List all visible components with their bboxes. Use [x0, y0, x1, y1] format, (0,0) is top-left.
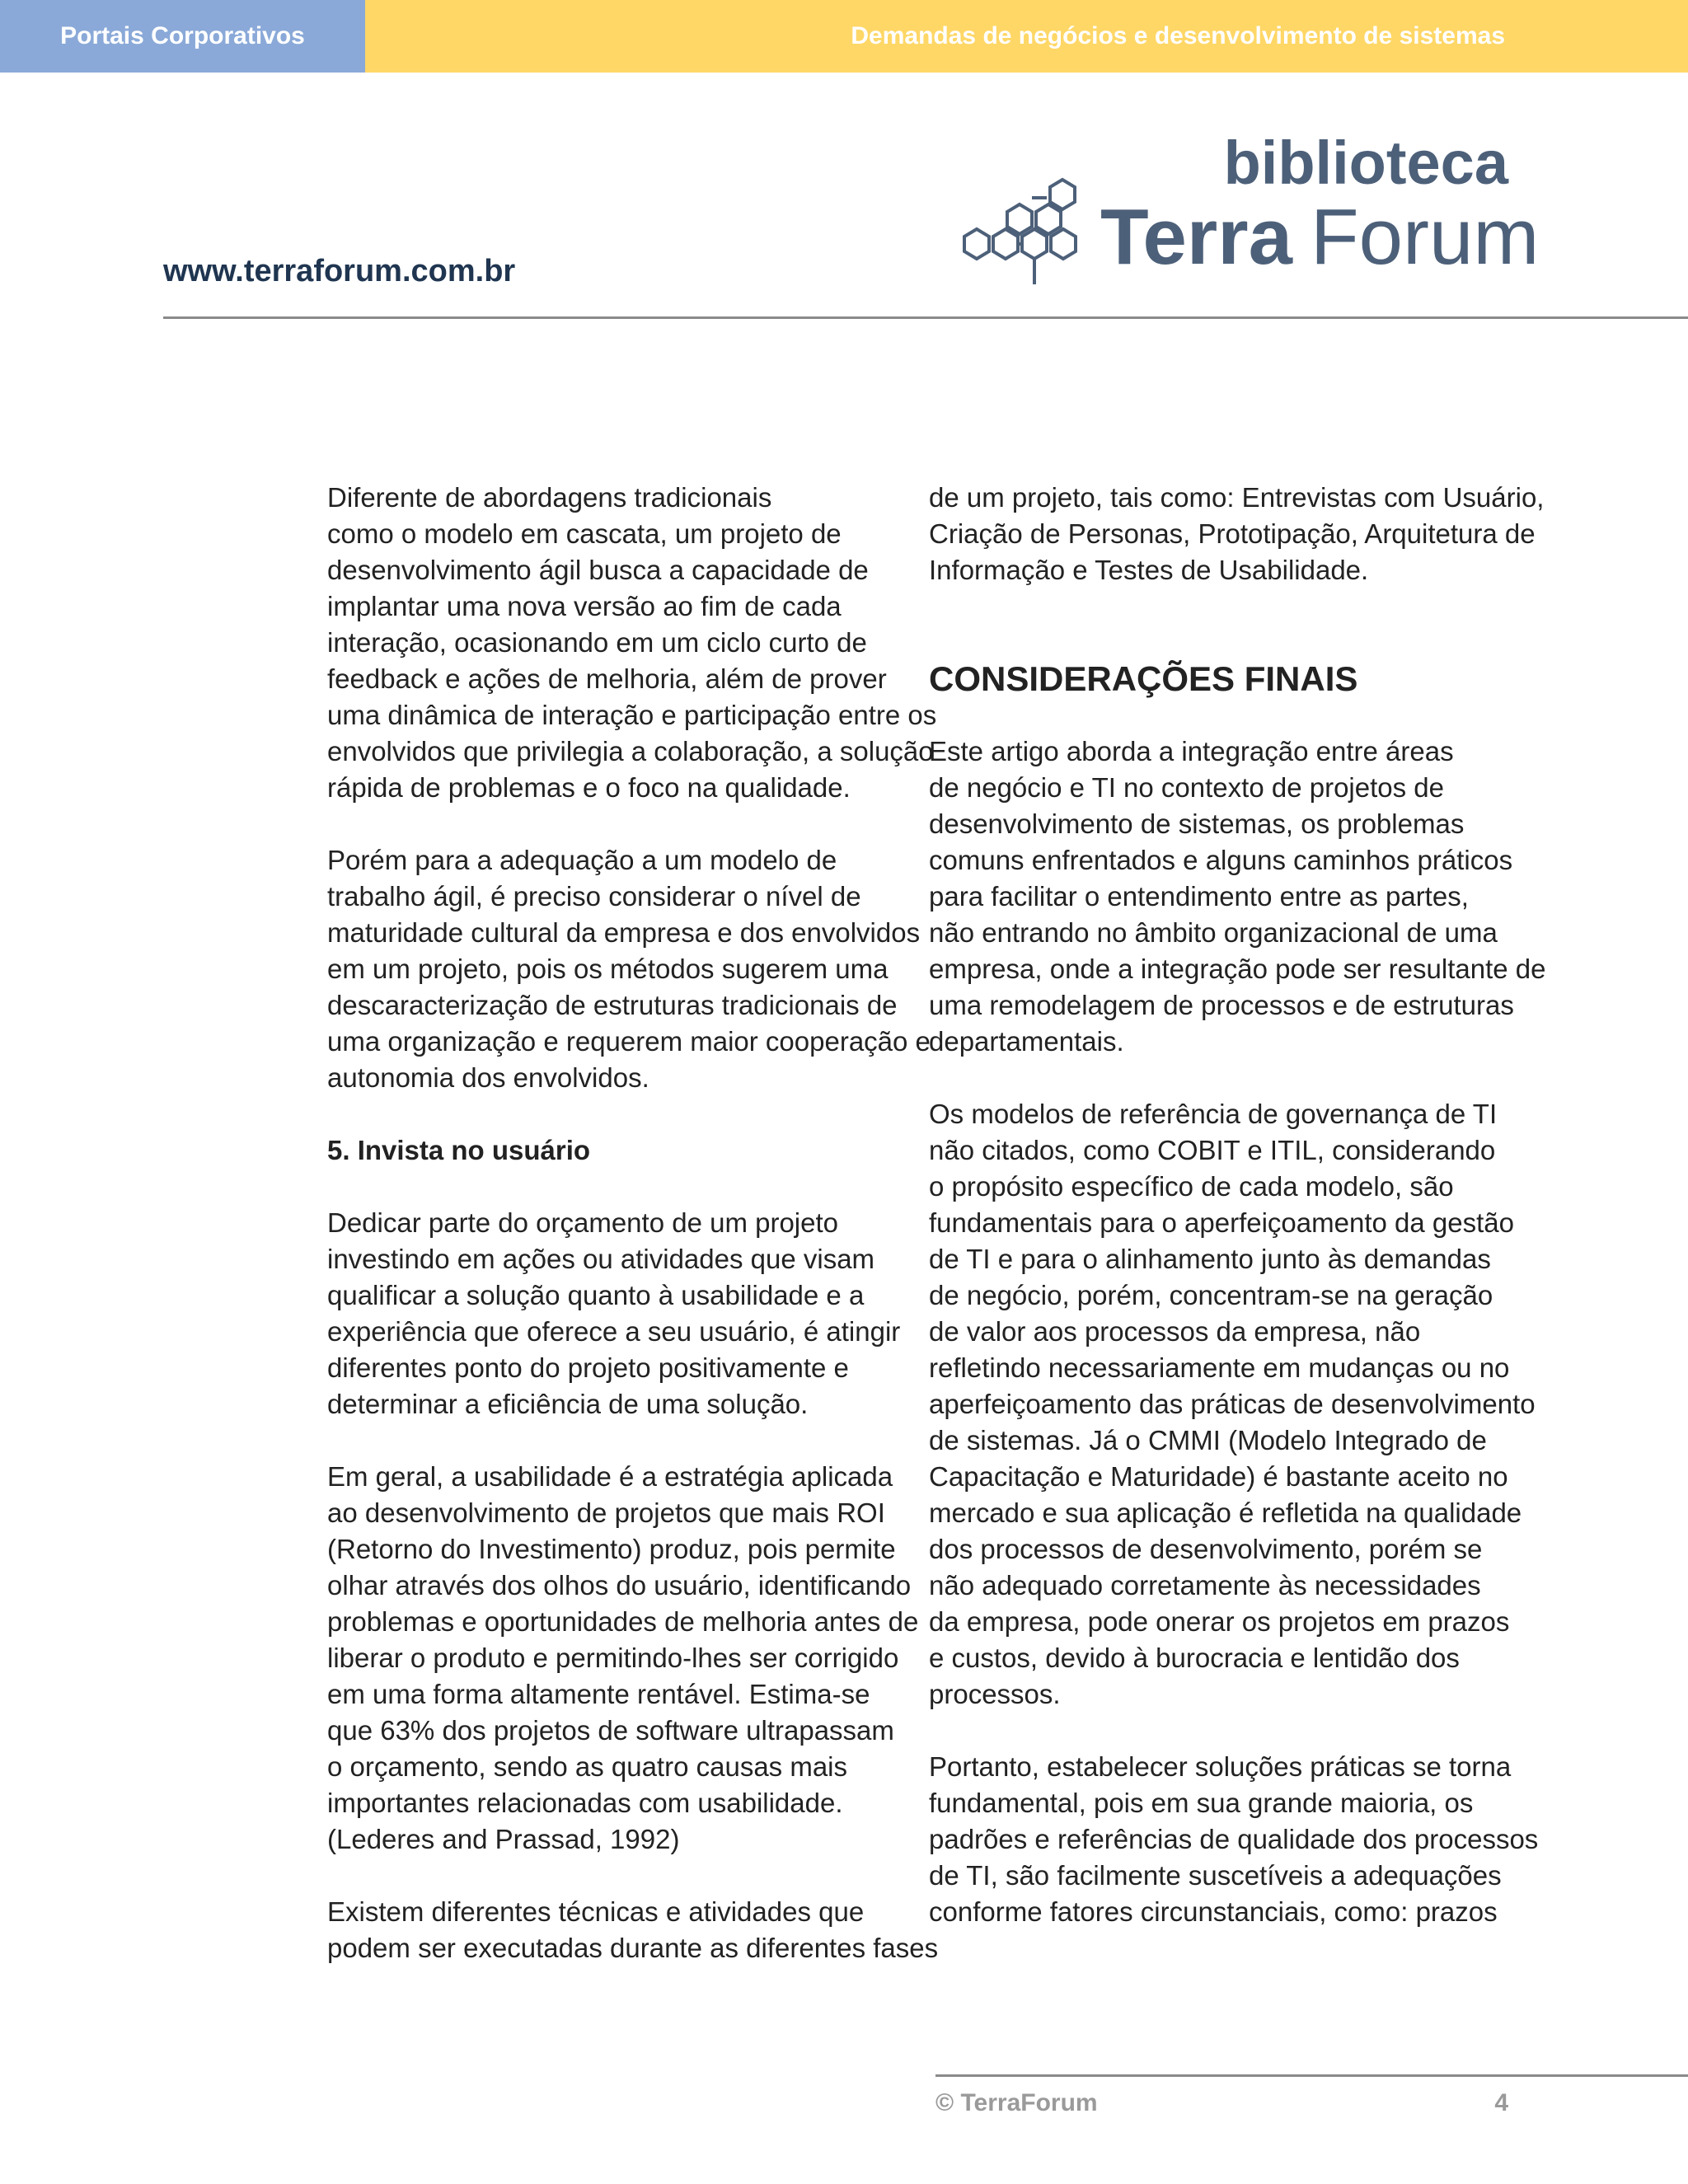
text-line: desenvolvimento de sistemas, os problemas — [929, 808, 1465, 839]
left-paragraph-4 — [327, 1459, 919, 1858]
text-line: implantar uma nova versão ao fim de cada — [327, 591, 842, 621]
text-line: importantes relacionadas com usabilidade. — [327, 1788, 843, 1818]
text-line: mercado e sua aplicação é refletida na qualidade — [929, 1497, 1522, 1528]
text-line: de sistemas. Já o CMMI (Modelo Integrado de — [929, 1425, 1487, 1455]
right-paragraph-4 — [929, 1749, 1539, 1930]
text-line: padrões e referências de qualidade dos processos — [929, 1824, 1539, 1854]
text-line: Capacitação e Maturidade) é bastante aceito no — [929, 1461, 1508, 1492]
text-line: não entrando no âmbito organizacional de uma — [929, 917, 1498, 948]
text-line: o orçamento, sendo as quatro causas mais — [327, 1751, 848, 1782]
text-line: departamentais. — [929, 1026, 1124, 1057]
text-line: e custos, devido à burocracia e lentidão dos — [929, 1643, 1460, 1673]
text-line: empresa, onde a integração pode ser resultante de — [929, 954, 1546, 984]
text-line: Este artigo aborda a integração entre áreas — [929, 736, 1454, 766]
text-line: rápida de problemas e o foco na qualidade. — [327, 772, 851, 803]
text-line: fundamental, pois em sua grande maioria, os — [929, 1788, 1474, 1818]
text-line: feedback e ações de melhoria, além de prover — [327, 663, 887, 694]
text-line: maturidade cultural da empresa e dos envolvidos — [327, 917, 921, 948]
text-line: de TI e para o alinhamento junto às demandas — [929, 1244, 1491, 1274]
text-line: como o modelo em cascata, um projeto de — [327, 518, 842, 549]
text-line: em um projeto, pois os métodos sugerem uma — [327, 954, 889, 984]
text-line: determinar a eficiência de uma solução. — [327, 1389, 809, 1419]
left-paragraph-3 — [327, 1205, 904, 1422]
section-label: Portais Corporativos — [60, 22, 305, 49]
top-band — [0, 0, 1688, 73]
text-line: liberar o produto e permitindo-lhes ser corrigido — [327, 1643, 899, 1673]
text-line: Informação e Testes de Usabilidade. — [929, 555, 1369, 585]
text-line: da empresa, pode onerar os projetos em prazos — [929, 1606, 1510, 1637]
text-line: descaracterização de estruturas tradicionais de — [327, 990, 898, 1020]
text-line: refletindo necessariamente em mudanças ou no — [929, 1352, 1510, 1383]
text-line: de valor aos processos da empresa, não — [929, 1316, 1421, 1347]
text-line: interação, ocasionando em um ciclo curto de — [327, 627, 867, 658]
left-paragraph-1 — [327, 480, 937, 806]
header-divider — [163, 316, 1688, 319]
text-line: autonomia dos envolvidos. — [327, 1062, 649, 1093]
hexagon-molecule-icon — [948, 161, 1096, 293]
text-line: Porém para a adequação a um modelo de — [327, 845, 837, 875]
right-paragraph-2 — [929, 733, 1546, 1060]
text-line: desenvolvimento ágil busca a capacidade de — [327, 555, 869, 585]
text-line: uma remodelagem de processos e de estruturas — [929, 990, 1514, 1020]
text-line: Dedicar parte do orçamento de um projeto — [327, 1207, 839, 1238]
footer-copyright: © TerraForum — [935, 2089, 1098, 2116]
text-line: aperfeiçoamento das práticas de desenvolvimento — [929, 1389, 1536, 1419]
section-title-consideracoes-finais: CONSIDERAÇÕES FINAIS — [929, 659, 1358, 698]
text-line: dos processos de desenvolvimento, porém se — [929, 1534, 1483, 1564]
text-line: que 63% dos projetos de software ultrapassam — [327, 1715, 894, 1746]
page-number: 4 — [1494, 2089, 1508, 2116]
left-column — [327, 480, 939, 2003]
band-left-section — [0, 0, 365, 73]
text-line: investindo em ações ou atividades que visam — [327, 1244, 875, 1274]
right-paragraph-3 — [929, 1096, 1536, 1713]
text-line: diferentes ponto do projeto positivamente e — [327, 1352, 849, 1383]
chapter-label: Demandas de negócios e desenvolvimento de sistemas — [851, 22, 1505, 49]
text-line: podem ser executadas durante as diferentes fases — [327, 1933, 939, 1963]
text-line: de um projeto, tais como: Entrevistas com Usuário, — [929, 482, 1545, 513]
logo-terra-text: Terra — [1100, 193, 1293, 281]
text-line: ao desenvolvimento de projetos que mais ROI — [327, 1497, 885, 1528]
text-line: Portanto, estabelecer soluções práticas se torna — [929, 1751, 1512, 1782]
text-line: uma dinâmica de interação e participação entre os — [327, 700, 937, 730]
band-right-section — [365, 0, 1688, 73]
right-paragraph-1 — [929, 480, 1545, 588]
text-line: comuns enfrentados e alguns caminhos práticos — [929, 845, 1513, 875]
text-line: de negócio e TI no contexto de projetos de — [929, 772, 1445, 803]
text-line: Existem diferentes técnicas e atividades que — [327, 1896, 865, 1927]
text-line: olhar através dos olhos do usuário, identificando — [327, 1570, 912, 1601]
text-line: de negócio, porém, concentram-se na geração — [929, 1280, 1493, 1310]
logo-forum-text: Forum — [1311, 193, 1540, 281]
text-line: trabalho ágil, é preciso considerar o nível de — [327, 881, 861, 912]
text-line: Em geral, a usabilidade é a estratégia aplicada — [327, 1461, 893, 1492]
website-link[interactable]: www.terraforum.com.br — [163, 254, 516, 288]
logo-biblioteca-text: biblioteca — [1223, 129, 1508, 197]
footer-divider — [935, 2074, 1688, 2077]
text-line: experiência que oferece a seu usuário, é atingir — [327, 1316, 901, 1347]
text-line: (Retorno do Investimento) produz, pois permite — [327, 1534, 896, 1564]
left-paragraph-2 — [327, 842, 931, 1096]
text-line: conforme fatores circunstanciais, como: prazos — [929, 1896, 1498, 1927]
text-line: problemas e oportunidades de melhoria antes de — [327, 1606, 919, 1637]
subheading-invista-no-usuario: 5. Invista no usuário — [327, 1135, 591, 1165]
text-line: (Lederes and Prassad, 1992) — [327, 1824, 680, 1854]
text-line: Diferente de abordagens tradicionais — [327, 482, 772, 513]
text-line: em uma forma altamente rentável. Estima-se — [327, 1679, 870, 1709]
terraforum-logo — [948, 128, 1540, 293]
text-line: uma organização e requerem maior cooperação e — [327, 1026, 931, 1057]
text-line: para facilitar o entendimento entre as partes, — [929, 881, 1469, 912]
text-line: processos. — [929, 1679, 1061, 1709]
text-line: não adequado corretamente às necessidades — [929, 1570, 1481, 1601]
text-line: fundamentais para o aperfeiçoamento da gestão — [929, 1207, 1514, 1238]
text-line: de TI, são facilmente suscetíveis a adequações — [929, 1860, 1502, 1891]
text-line: Os modelos de referência de governança de TI — [929, 1099, 1498, 1129]
text-line: envolvidos que privilegia a colaboração, a solução — [327, 736, 934, 766]
text-line: Criação de Personas, Prototipação, Arquitetura de — [929, 518, 1536, 549]
text-line: o propósito específico de cada modelo, são — [929, 1171, 1454, 1202]
left-paragraph-5 — [327, 1894, 939, 1966]
right-column — [929, 480, 1546, 1966]
text-line: não citados, como COBIT e ITIL, considerando — [929, 1135, 1496, 1165]
text-line: qualificar a solução quanto à usabilidade e a — [327, 1280, 865, 1310]
